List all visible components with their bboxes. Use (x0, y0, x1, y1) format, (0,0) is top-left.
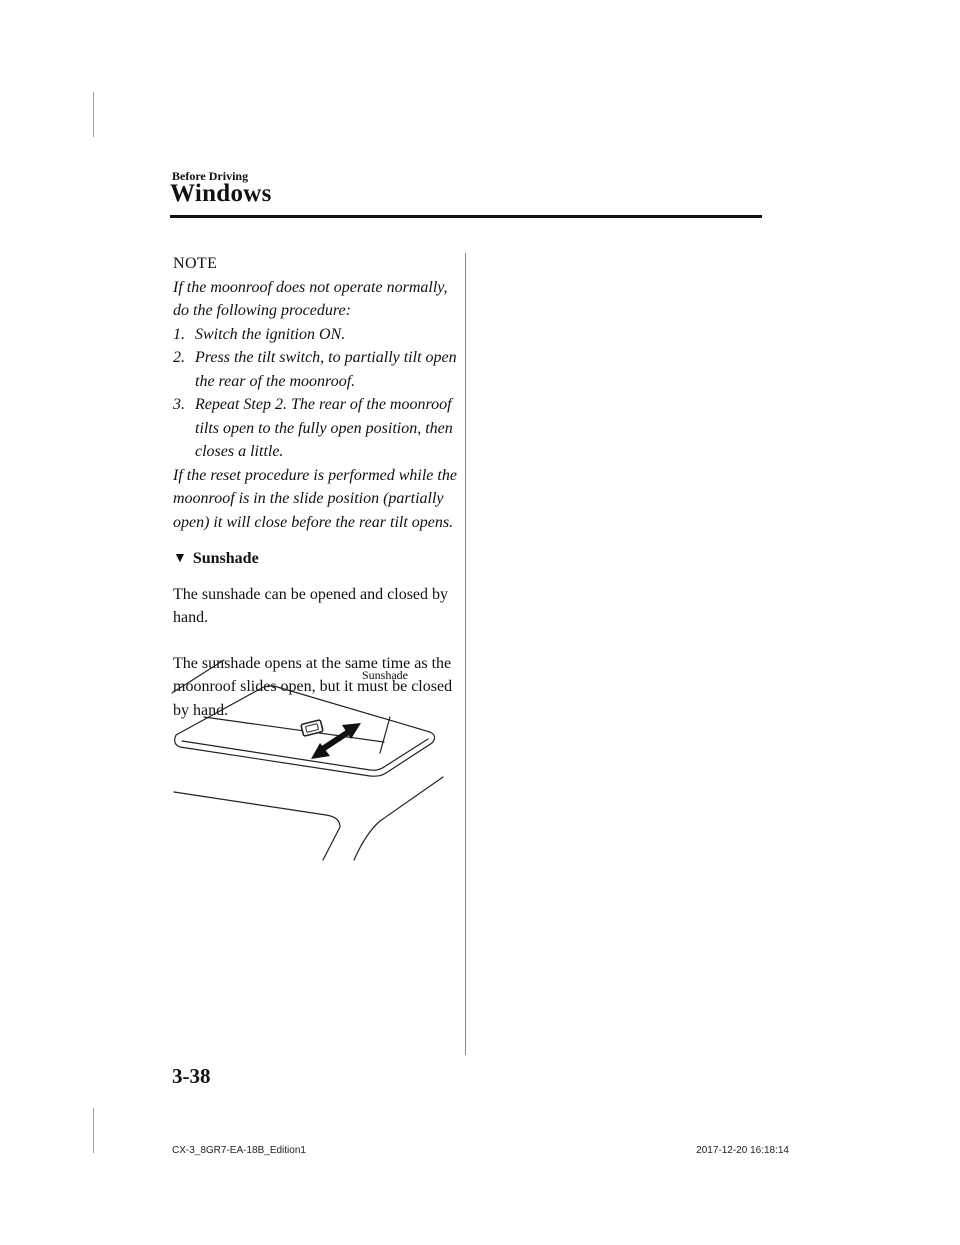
print-timestamp: 2017-12-20 16:18:14 (696, 1145, 789, 1156)
note-label: NOTE (173, 255, 218, 272)
note-step (173, 393, 458, 464)
page-number: 3-38 (172, 1064, 211, 1088)
step-number: 1. (173, 325, 185, 343)
note-outro: If the reset procedure is performed while the moonroof is in the slide position (partially open) it will close before the rear tilt opens. (173, 466, 457, 531)
step-number: 3. (173, 396, 185, 413)
figure-label: Sunshade (362, 668, 408, 682)
section-label: Before Driving (172, 169, 249, 183)
document-id: CX-3_8GR7-EA-18B_Edition1 (172, 1145, 306, 1156)
step-text: Switch the ignition ON. (195, 325, 346, 343)
sunshade-paragraph-1: The sunshade can be opened and closed by hand. (173, 585, 449, 626)
left-column (173, 252, 458, 722)
roof-edge-line (172, 660, 224, 693)
sunshade-heading (173, 547, 458, 571)
sunshade-heading-text: Sunshade (192, 550, 259, 567)
column-divider (465, 253, 466, 1055)
note-intro: If the moonroof does not operate normally, do the following procedure: (173, 278, 448, 319)
step-text: Press the tilt switch, to partially tilt open the rear of the moonroof. (195, 349, 457, 390)
sunshade-paragraph-2: The sunshade opens at the same time as the moonroof slides open, but it must be closed by hand. (173, 654, 453, 719)
title-rule (170, 215, 762, 218)
pillar-edge (354, 777, 443, 860)
note-step (173, 323, 458, 347)
page-title: Windows (170, 180, 272, 207)
crop-mark-top-left (93, 92, 94, 137)
sunshade-handle-icon (301, 720, 323, 736)
headliner-edge (174, 792, 340, 860)
sunshade-illustration (168, 655, 458, 865)
note-step (173, 346, 458, 393)
label-leader-line (380, 717, 390, 753)
triangle-down-icon: ▼ (173, 551, 187, 566)
step-number: 2. (173, 349, 185, 366)
step-text: Repeat Step 2. The rear of the moonroof tilts open to the fully open position, then closes a little. (195, 396, 453, 460)
sunshade-seam (204, 717, 384, 742)
crop-mark-bottom-left (93, 1108, 94, 1153)
